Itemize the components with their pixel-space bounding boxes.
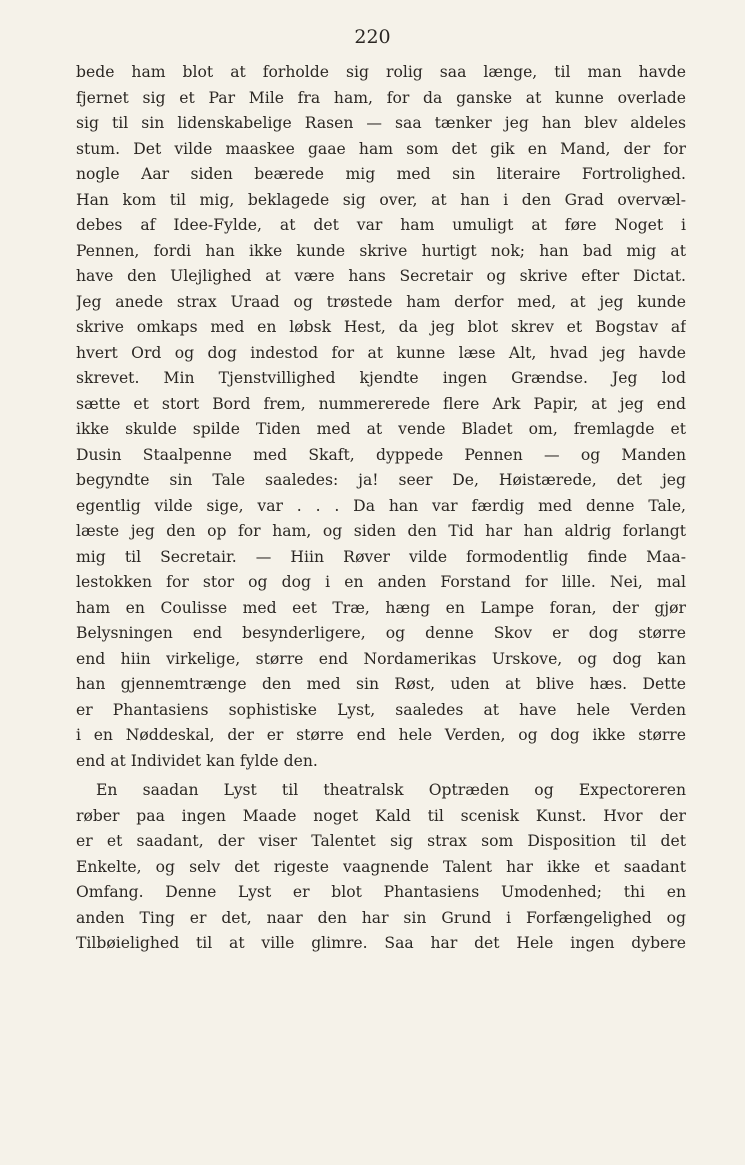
- text-line: Tilbøielighed til at ville glimre. Saa har det Hele ingen dybere: [76, 934, 686, 952]
- text-line: Jeg anede strax Uraad og trøstede ham derfor med, at jeg kunde: [76, 292, 686, 311]
- text-line: mig til Secretair. — Hiin Røver vilde formodentlig finde Maa-: [76, 547, 686, 566]
- text-line: stum. Det vilde maaskee gaae ham som det gik en Mand, der for: [76, 139, 686, 158]
- text-line: i en Nøddeskal, der er større end hele Verden, og dog ikke større: [76, 726, 686, 744]
- page-number: 220: [354, 26, 391, 48]
- text-line: end hiin virkelige, større end Nordamerikas Urskove, og dog kan: [76, 649, 686, 668]
- text-line: sætte et stort Bord frem, nummererede flere Ark Papir, at jeg end: [76, 394, 686, 413]
- text-line: sig til sin lidenskabelige Rasen — saa tænker jeg han blev aldeles: [76, 114, 686, 132]
- text-line: end at Individet kan fylde den.: [76, 751, 318, 770]
- text-line: Enkelte, og selv det rigeste vaagnende Talent har ikke et saadant: [76, 857, 686, 876]
- paragraph-2: [76, 778, 686, 957]
- text-line: En saadan Lyst til theatralsk Optræden og Expectoreren: [96, 781, 686, 799]
- text-line: Omfang. Denne Lyst er blot Phantasiens Umodenhed; thi en: [76, 883, 686, 901]
- body-text: [76, 60, 686, 957]
- text-line: er Phantasiens sophistiske Lyst, saaledes at have hele Verden: [76, 700, 686, 719]
- text-line: debes af Idee-Fylde, at det var ham umuligt at føre Noget i: [76, 216, 686, 234]
- text-line: ham en Coulisse med eet Træ, hæng en Lampe foran, der gjør: [76, 598, 686, 617]
- text-line: han gjennemtrænge den med sin Røst, uden at blive hæs. Dette: [76, 675, 686, 693]
- text-line: røber paa ingen Maade noget Kald til scenisk Kunst. Hvor der: [76, 806, 686, 825]
- text-line: anden Ting er det, naar den har sin Grund i Forfængelighed og: [76, 908, 686, 927]
- text-line: lestokken for stor og dog i en anden Forstand for lille. Nei, mal: [76, 573, 686, 591]
- text-line: hvert Ord og dog indestod for at kunne læse Alt, hvad jeg havde: [76, 343, 686, 362]
- text-line: ikke skulde spilde Tiden med at vende Bladet om, fremlagde et: [76, 420, 686, 438]
- paragraph-1: [76, 60, 686, 774]
- text-line: læste jeg den op for ham, og siden den Tid har han aldrig forlangt: [76, 522, 686, 540]
- text-line: Han kom til mig, beklagede sig over, at han i den Grad overvæl-: [76, 190, 686, 209]
- text-line: Dusin Staalpenne med Skaft, dyppede Pennen — og Manden: [76, 445, 686, 464]
- text-line: skrive omkaps med en løbsk Hest, da jeg blot skrev et Bogstav af: [76, 318, 686, 336]
- text-line: Pennen, fordi han ikke kunde skrive hurtigt nok; han bad mig at: [76, 241, 686, 260]
- text-line: er et saadant, der viser Talentet sig strax som Disposition til det: [76, 832, 686, 850]
- text-line: nogle Aar siden beærede mig med sin literaire Fortrolighed.: [76, 165, 686, 183]
- text-line: bede ham blot at forholde sig rolig saa længe, til man havde: [76, 63, 686, 81]
- text-line: skrevet. Min Tjenstvillighed kjendte ingen Grændse. Jeg lod: [76, 369, 686, 387]
- text-line: fjernet sig et Par Mile fra ham, for da ganske at kunne overlade: [76, 88, 686, 107]
- text-line: have den Ulejlighed at være hans Secretair og skrive efter Dictat.: [76, 267, 686, 285]
- text-line: Belysningen end besynderligere, og denne Skov er dog større: [76, 624, 686, 642]
- text-line: begyndte sin Tale saaledes: ja! seer De, Høistærede, det jeg: [76, 471, 686, 489]
- text-line: egentlig vilde sige, var . . . Da han var færdig med denne Tale,: [76, 496, 686, 515]
